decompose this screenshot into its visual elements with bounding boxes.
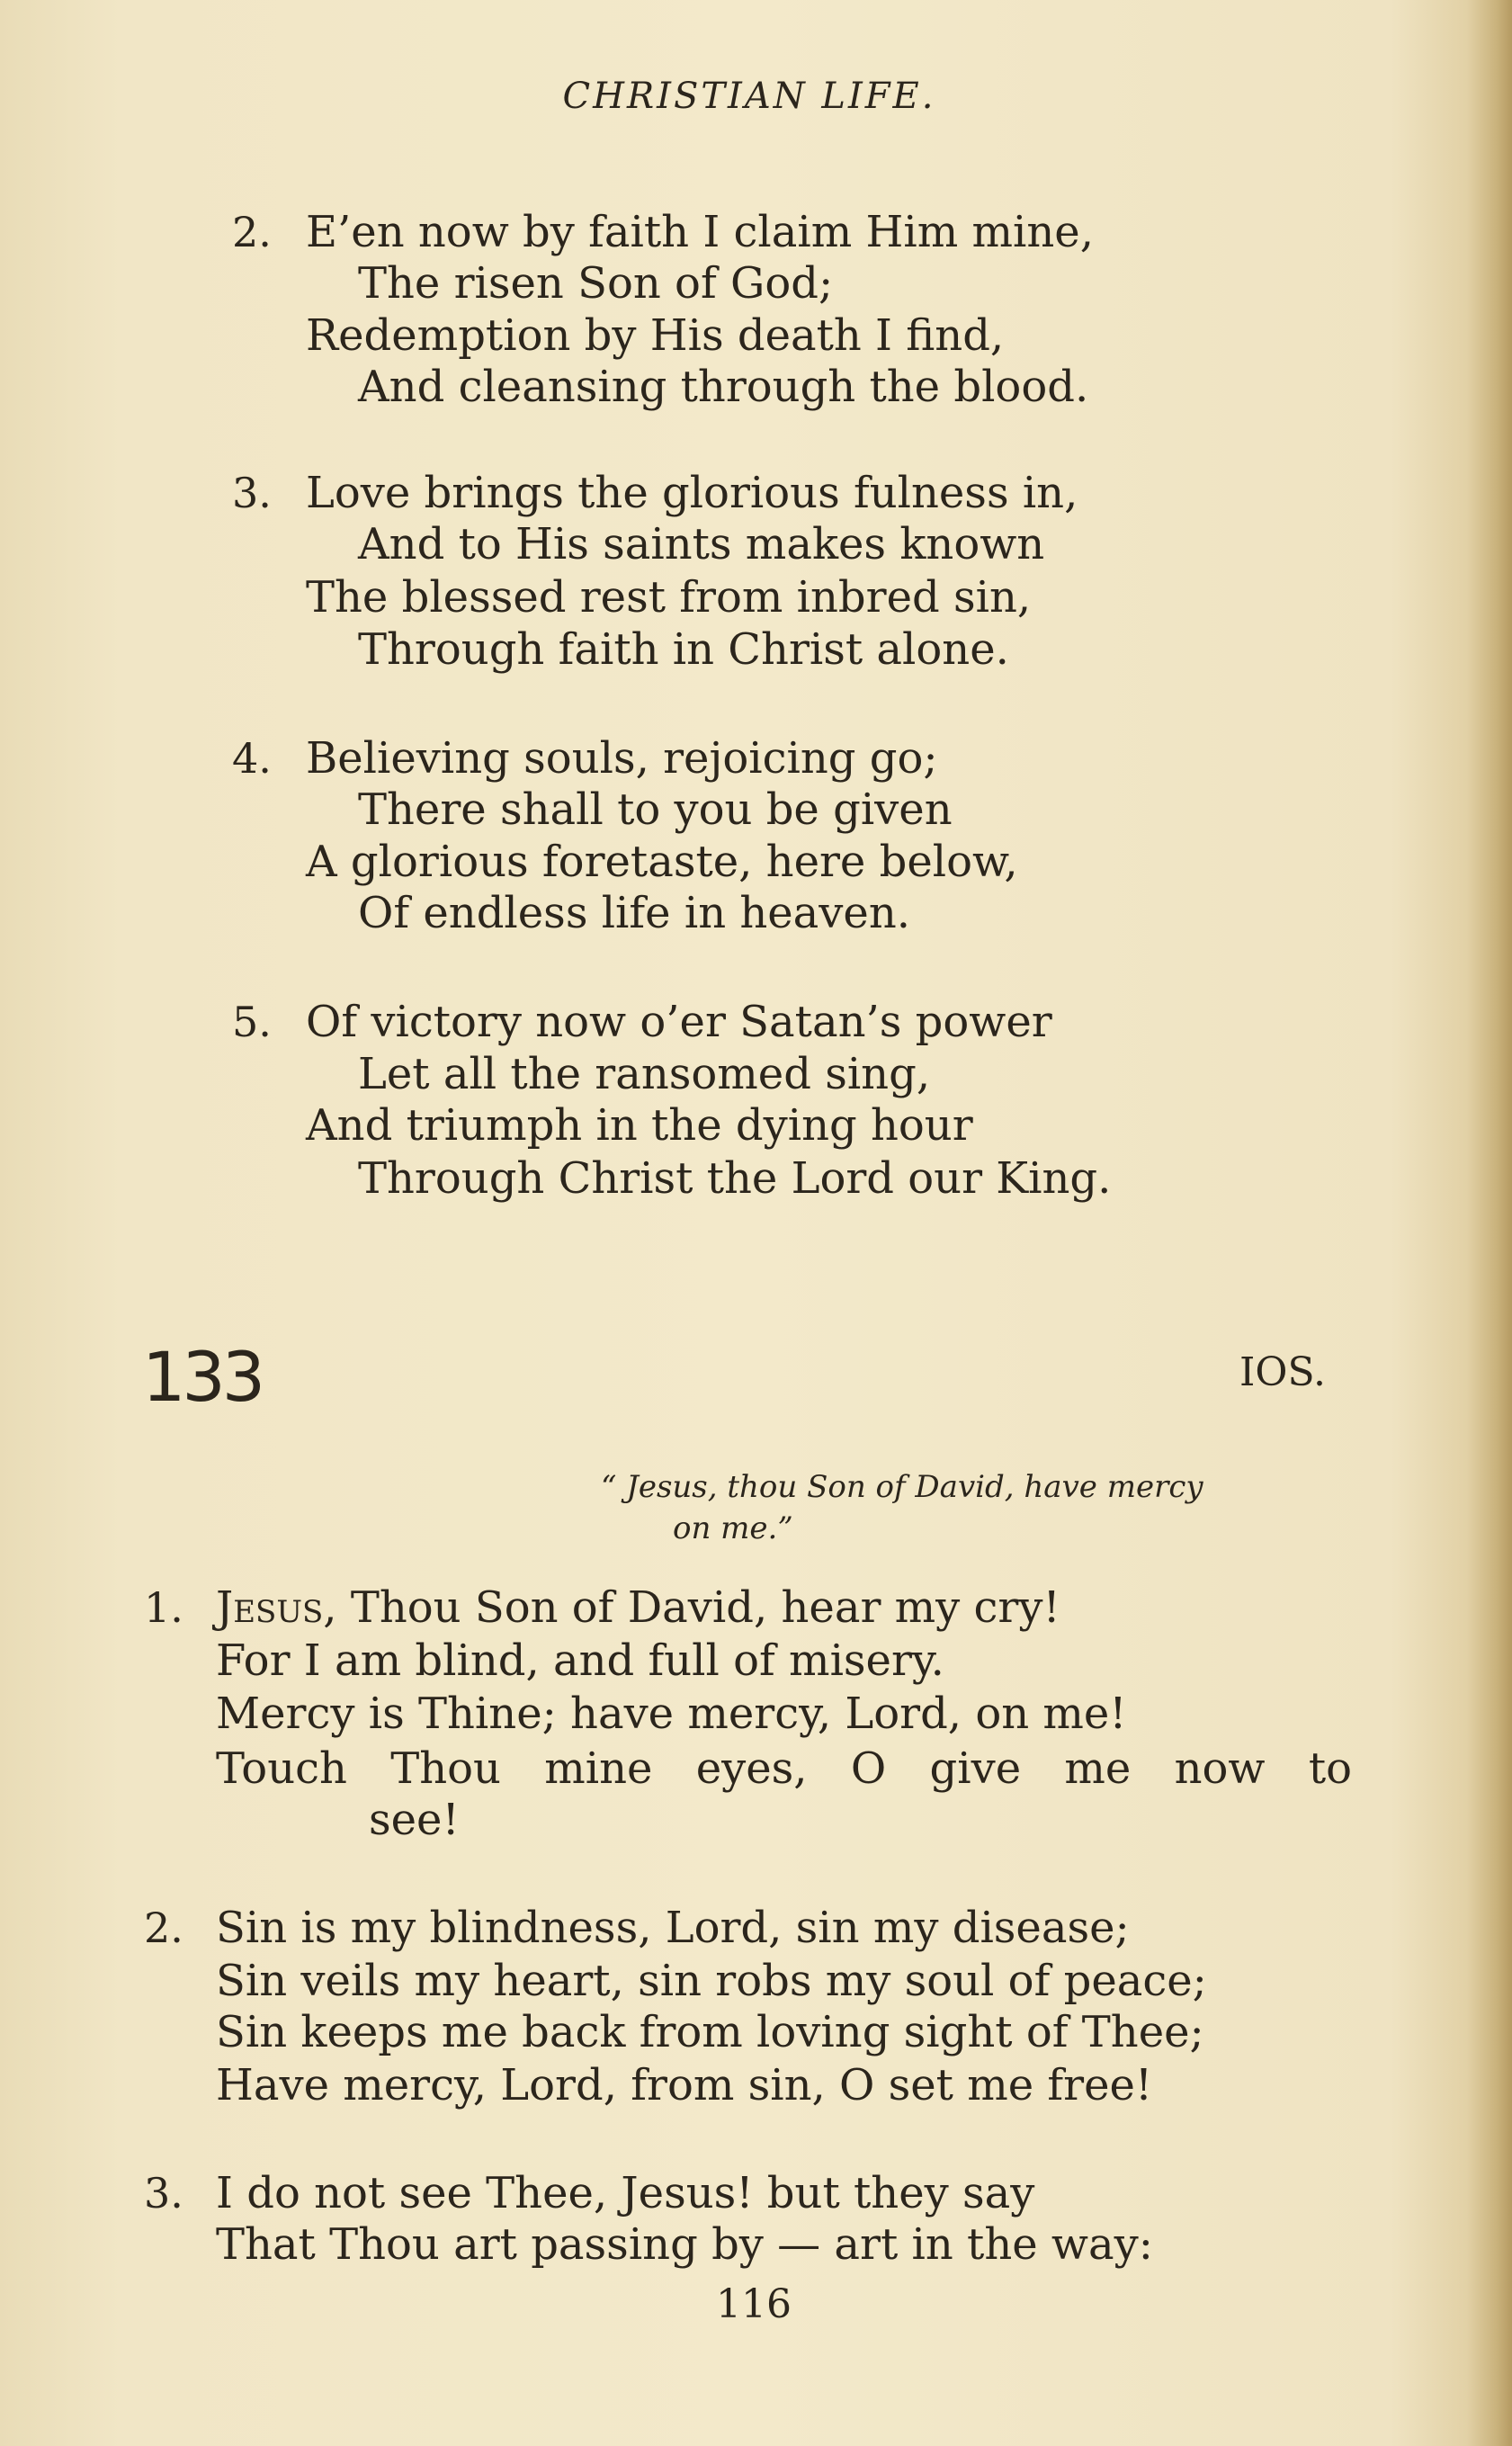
- verse-line: Believing souls, rejoicing go;: [306, 733, 938, 784]
- verse-line: And to His saints makes known: [358, 519, 1045, 569]
- verse-line: Through Christ the Lord our King.: [358, 1153, 1112, 1204]
- verse-line: Love brings the glorious fulness in,: [306, 468, 1078, 518]
- verse-line: Sin keeps me back from loving sight of Thee;: [216, 2007, 1204, 2057]
- verse-number: 2.: [144, 1904, 183, 1952]
- verse-first-word: Jesus,: [216, 1582, 337, 1633]
- running-header: CHRISTIAN LIFE.: [562, 76, 936, 117]
- verse-line: see!: [369, 1795, 460, 1845]
- verse-line: A glorious foretaste, here below,: [306, 837, 1018, 887]
- verse-line: Mercy is Thine; have mercy, Lord, on me!: [216, 1689, 1127, 1739]
- verse-line: Have mercy, Lord, from sin, O set me free!: [216, 2060, 1153, 2110]
- verse-line: Touch Thou mine eyes, O give me now to: [216, 1743, 1352, 1794]
- verse-number: 3.: [144, 2169, 183, 2218]
- verse-line: The blessed rest from inbred sin,: [306, 572, 1032, 623]
- verse-line: [216, 1581, 1060, 1635]
- verse-line: E’en now by faith I claim Him mine,: [306, 207, 1094, 257]
- verse-line: The risen Son of God;: [358, 258, 834, 309]
- verse-line: There shall to you be given: [358, 784, 953, 835]
- verse-number: 1.: [144, 1583, 183, 1632]
- verse-number: 2.: [232, 208, 272, 256]
- verse-line: Redemption by His death I find,: [306, 310, 1005, 361]
- verse-line: Let all the ransomed sing,: [358, 1049, 931, 1099]
- verse-line: For I am blind, and full of misery.: [216, 1635, 944, 1686]
- verse-line-rest: Thou Son of David, hear my cry!: [336, 1582, 1060, 1633]
- epigraph-line: “ Jesus, thou Son of David, have mercy: [601, 1469, 1203, 1505]
- hymn-number: 133: [142, 1337, 263, 1417]
- verse-line: Of victory now o’er Satan’s power: [306, 997, 1052, 1047]
- verse-number: 3.: [232, 469, 272, 517]
- verse-line: And triumph in the dying hour: [306, 1100, 973, 1151]
- epigraph-line: on me.”: [673, 1510, 793, 1546]
- page-number: 116: [716, 2281, 792, 2327]
- verse-line: And cleansing through the blood.: [358, 362, 1089, 412]
- verse-line: Of endless life in heaven.: [358, 888, 910, 938]
- verse-line: That Thou art passing by — art in the way:: [216, 2219, 1153, 2270]
- verse-line: Sin is my blindness, Lord, sin my disease;: [216, 1903, 1130, 1953]
- hymn-meter: IOS.: [1239, 1349, 1327, 1395]
- verse-number: 5.: [232, 998, 272, 1046]
- verse-line: Sin veils my heart, sin robs my soul of peace;: [216, 1956, 1207, 2006]
- verse-number: 4.: [232, 734, 272, 783]
- verse-line: Through faith in Christ alone.: [358, 624, 1009, 675]
- verse-line: I do not see Thee, Jesus! but they say: [216, 2168, 1035, 2218]
